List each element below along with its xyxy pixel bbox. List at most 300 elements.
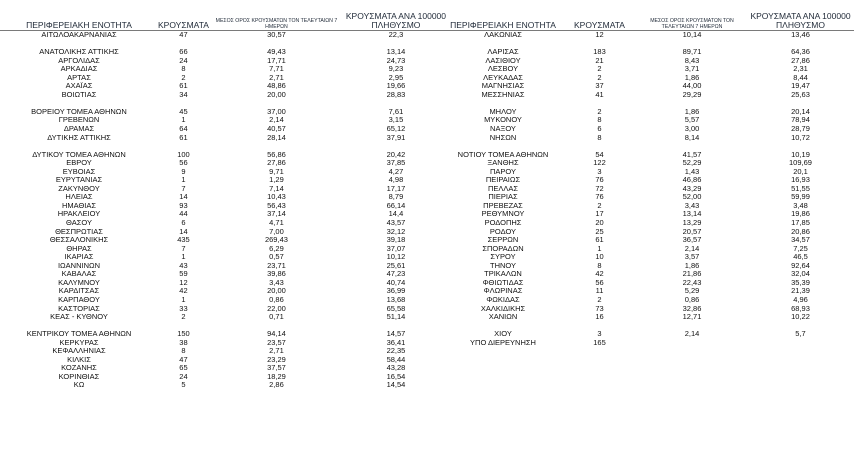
regional-unit-cell: ΤΡΙΚΑΛΩΝ [484,270,522,279]
regional-unit-cell: ΛΑΡΙΣΑΣ [487,48,519,57]
cases-cell: 7 [181,244,186,253]
cases-table-left [0,8,448,390]
regional-unit-cell: ΝΟΤΙΟΥ ΤΟΜΕΑ ΑΘΗΝΩΝ [457,150,549,159]
cases-cell: 12 [179,278,188,287]
regional-unit-cell: ΗΛΕΙΑΣ [65,193,93,202]
regional-unit-cell: ΘΗΡΑΣ [66,244,92,253]
per-100000-cell: 25,61 [386,261,406,270]
table-row [0,219,448,228]
per-100000-cell: 40,74 [386,278,406,287]
table-row [444,48,854,57]
cases-cell: 1 [181,295,186,304]
average-7day-cell: 7,14 [269,184,284,193]
table-row [0,330,448,339]
header-row [0,8,448,31]
cases-cell: 54 [595,150,604,159]
table-row [0,339,448,348]
per-100000-cell: 20,14 [791,107,810,116]
header-cases: ΚΡΟΥΣΜΑΤΑ [562,8,637,31]
average-7day-cell: 56,86 [267,150,286,159]
average-7day-cell: 3,71 [684,65,700,74]
cases-cell: 73 [595,304,604,313]
per-100000-cell: 14,54 [386,381,406,390]
per-100000-cell: 19,66 [386,82,406,91]
regional-unit-cell: ΝΑΞΟΥ [490,125,516,134]
average-7day-cell: 0,86 [684,295,700,304]
regional-unit-cell: ΑΡΚΑΔΙΑΣ [60,65,98,74]
table-row [0,82,448,91]
cases-cell: 66 [179,48,188,57]
cases-cell: 45 [179,107,188,116]
cases-cell: 122 [593,159,606,168]
per-100000-cell: 13,46 [791,30,810,39]
cases-cell: 7 [181,184,186,193]
per-100000-cell: 8,79 [388,193,404,202]
regional-unit-cell: ΕΒΡΟΥ [66,159,92,168]
regional-unit-cell: ΑΡΓΟΛΙΔΑΣ [58,56,100,65]
per-100000-cell: 43,57 [386,219,406,228]
per-100000-cell: 59,99 [791,193,810,202]
table-row [0,159,448,168]
average-7day-cell: 3,00 [684,125,700,134]
average-7day-cell: 36,57 [682,236,702,245]
regional-unit-cell: ΣΠΟΡΑΔΩΝ [482,244,524,253]
cases-cell: 1 [181,176,186,185]
average-7day-cell: 37,14 [267,210,286,219]
per-100000-cell: 4,98 [388,176,404,185]
cases-cell: 2 [181,73,186,82]
spacer-row [444,142,854,151]
per-100000-cell: 58,44 [386,355,406,364]
cases-table-right [444,8,854,347]
table-row [0,253,448,262]
average-7day-cell: 5,29 [684,287,700,296]
per-100000-cell: 39,18 [386,236,406,245]
cases-cell: 20 [595,219,604,228]
table-row [444,82,854,91]
average-7day-cell: 9,71 [269,167,284,176]
table-row [0,347,448,356]
cases-cell: 37 [595,82,604,91]
regional-unit-cell: ΡΟΔΟΥ [489,227,517,236]
per-100000-cell: 5,7 [795,330,806,339]
cases-cell: 56 [179,159,188,168]
per-100000-cell: 37,07 [386,244,406,253]
cases-cell: 1 [597,244,602,253]
table-row [444,108,854,117]
average-7day-cell: 40,57 [267,125,286,134]
cases-cell: 76 [595,176,604,185]
average-7day-cell: 269,43 [264,236,288,245]
table-row [444,159,854,168]
per-100000-cell: 13,14 [386,48,406,57]
table-row [0,57,448,66]
cases-cell: 150 [177,330,190,339]
average-7day-cell: 8,14 [684,133,700,142]
average-7day-cell: 56,43 [267,201,286,210]
per-100000-cell: 37,85 [386,159,406,168]
header-7day-average: ΜΕΣΟΣ ΟΡΟΣ ΚΡΟΥΣΜΑΤΩΝ ΤΟΝ ΤΕΛΕΥΤΑΙΩΝ 7 ΗΜΕΡΩΝ [209,8,344,31]
cases-cell: 183 [593,48,606,57]
regional-unit-cell: ΔΥΤΙΚΟΥ ΤΟΜΕΑ ΑΘΗΝΩΝ [32,150,126,159]
cases-cell: 24 [179,56,188,65]
regional-unit-cell: ΠΙΕΡΙΑΣ [488,193,518,202]
table-row [0,91,448,100]
table-row [444,219,854,228]
table-row [0,202,448,211]
cases-cell: 8 [181,65,186,74]
table-row [444,202,854,211]
cases-cell: 9 [181,167,186,176]
average-7day-cell: 49,43 [267,48,286,57]
regional-unit-cell: ΚΟΡΙΝΘΙΑΣ [58,372,100,381]
per-100000-cell [747,339,854,348]
table-row [444,339,854,348]
table-row [0,185,448,194]
cases-cell: 14 [179,193,188,202]
average-7day-cell: 6,29 [269,244,284,253]
average-7day-cell: 0,71 [269,313,284,322]
average-7day-cell: 43,29 [682,184,702,193]
table-row [444,74,854,83]
per-100000-cell: 66,14 [386,201,406,210]
per-100000-cell: 47,23 [386,270,406,279]
table-row [444,313,854,322]
regional-unit-cell: ΚΑΛΥΜΝΟΥ [58,278,100,287]
regional-unit-cell: ΛΕΣΒΟΥ [487,65,519,74]
cases-cell: 8 [181,347,186,356]
per-100000-cell: 51,55 [791,184,810,193]
cases-cell: 24 [179,372,188,381]
table-row [0,262,448,271]
spacer-row [0,142,448,151]
table-row [444,330,854,339]
cases-cell: 44 [179,210,188,219]
regional-unit-cell: ΒΟΙΩΤΙΑΣ [61,90,97,99]
header-cases-per-100000: ΚΡΟΥΣΜΑΤΑ ΑΝΑ 100000 ΠΛΗΘΥΣΜΟ [344,8,448,31]
table-row [0,356,448,365]
table-row [0,381,448,390]
regional-unit-cell: ΧΑΝΙΩΝ [488,313,518,322]
table-row [444,116,854,125]
regional-unit-cell: ΚΑΡΠΑΘΟΥ [58,295,100,304]
table-row [0,74,448,83]
regional-unit-cell: ΚΑΣΤΟΡΙΑΣ [58,304,100,313]
average-7day-cell: 17,71 [267,56,286,65]
cases-cell: 64 [179,125,188,134]
per-100000-cell: 28,83 [386,90,406,99]
table-row [0,151,448,160]
spacer-cell [444,142,854,151]
per-100000-cell: 17,17 [386,184,406,193]
regional-unit-cell: ΜΑΓΝΗΣΙΑΣ [481,82,525,91]
table-row [444,134,854,143]
regional-unit-cell: ΔΡΑΜΑΣ [63,125,95,134]
cases-cell: 93 [179,201,188,210]
table-row [0,287,448,296]
table-row [444,91,854,100]
regional-unit-cell: ΠΕΛΛΑΣ [487,184,519,193]
per-100000-cell: 37,91 [386,133,406,142]
average-7day-cell: 89,71 [682,48,702,57]
spacer-row [444,322,854,331]
per-100000-cell: 25,63 [791,90,810,99]
regional-unit-cell: ΡΕΘΥΜΝΟΥ [481,210,525,219]
table-body [444,31,854,348]
cases-cell: 2 [597,73,602,82]
regional-unit-cell: ΑΧΑΪΑΣ [65,82,93,91]
per-100000-cell: 20,86 [791,227,810,236]
per-100000-cell: 35,39 [791,278,810,287]
regional-unit-cell: ΧΑΛΚΙΔΙΚΗΣ [480,304,526,313]
table-row [444,305,854,314]
per-100000-cell: 3,48 [793,201,808,210]
header-cases: ΚΡΟΥΣΜΑΤΑ [158,8,209,31]
table-row [444,270,854,279]
regional-unit-cell: ΘΕΣΠΡΩΤΙΑΣ [55,227,103,236]
average-7day-cell: 52,29 [682,159,702,168]
regional-unit-cell: ΙΚΑΡΙΑΣ [64,253,94,262]
per-100000-cell: 19,86 [791,210,810,219]
regional-unit-cell: ΛΑΚΩΝΙΑΣ [484,30,522,39]
header-regional-unit: ΠΕΡΙΦΕΡΕΙΑΚΗ ΕΝΟΤΗΤΑ [444,8,562,31]
average-7day-cell: 1,86 [684,107,700,116]
cases-cell: 8 [597,261,602,270]
cases-cell: 8 [597,133,602,142]
per-100000-cell: 65,58 [386,304,406,313]
average-7day-cell: 4,71 [269,219,284,228]
average-7day-cell: 1,43 [684,167,700,176]
per-100000-cell: 14,4 [388,210,404,219]
regional-unit-cell: ΛΑΣΙΘΙΟΥ [485,56,521,65]
per-100000-cell: 10,72 [791,133,810,142]
cases-cell: 1 [181,253,186,262]
average-7day-cell: 1,86 [684,261,700,270]
cases-cell: 56 [595,278,604,287]
table-row [0,305,448,314]
regional-unit-cell: ΚΙΛΚΙΣ [67,355,91,364]
per-100000-cell: 22,3 [388,30,404,39]
average-7day-cell: 21,86 [682,270,702,279]
cases-cell: 59 [179,270,188,279]
regional-unit-cell: ΜΕΣΣΗΝΙΑΣ [481,90,525,99]
average-7day-cell: 3,43 [269,278,284,287]
per-100000-cell: 34,57 [791,236,810,245]
average-7day-cell: 0,57 [269,253,284,262]
average-7day-cell: 0,86 [269,295,284,304]
table-row [444,253,854,262]
average-7day-cell: 20,57 [682,227,702,236]
regional-unit-cell: ΠΕΙΡΑΙΩΣ [485,176,521,185]
regional-unit-cell: ΙΩΑΝΝΙΝΩΝ [57,261,101,270]
per-100000-cell: 7,25 [793,244,808,253]
average-7day-cell: 12,71 [682,313,702,322]
regional-unit-cell: ΚΑΡΔΙΤΣΑΣ [58,287,100,296]
table-row [0,279,448,288]
cases-cell: 42 [595,270,604,279]
regional-unit-cell: ΕΥΒΟΙΑΣ [62,167,96,176]
regional-unit-cell: ΠΑΡΟΥ [489,167,516,176]
header-7day-average: ΜΕΣΟΣ ΟΡΟΣ ΚΡΟΥΣΜΑΤΩΝ ΤΟΝ ΤΕΛΕΥΤΑΙΩΝ 7 ΗΜΕΡΩΝ [637,8,747,31]
table-row [0,210,448,219]
table-row [444,125,854,134]
table-row [0,245,448,254]
header-cases-per-100000: ΚΡΟΥΣΜΑΤΑ ΑΝΑ 100000 ΠΛΗΘΥΣΜΟ [747,8,854,31]
table-row [0,373,448,382]
spacer-cell [0,99,448,108]
per-100000-cell: 20,42 [386,150,406,159]
average-7day-cell: 7,71 [269,65,284,74]
per-100000-cell: 21,39 [791,287,810,296]
regional-unit-cell: ΓΡΕΒΕΝΩΝ [58,116,100,125]
spacer-cell [444,322,854,331]
table-row [444,168,854,177]
table-row [0,193,448,202]
per-100000-cell: 64,36 [791,48,810,57]
average-7day-cell: 37,00 [267,107,286,116]
average-7day-cell: 2,71 [269,73,284,82]
spacer-row [0,322,448,331]
regional-unit-cell: ΤΗΝΟΥ [489,261,516,270]
average-7day-cell: 27,86 [267,159,286,168]
average-7day-cell: 18,29 [267,372,286,381]
table-row [444,57,854,66]
regional-unit-cell: ΦΘΙΩΤΙΔΑΣ [482,278,524,287]
table-row [444,287,854,296]
regional-unit-cell: ΣΕΡΡΩΝ [487,236,519,245]
per-100000-cell: 2,95 [388,73,404,82]
spacer-row [444,99,854,108]
regional-unit-cell: ΑΙΤΩΛΟΑΚΑΡΝΑΝΙΑΣ [41,30,117,39]
cases-cell: 3 [597,330,602,339]
average-7day-cell: 37,57 [267,364,286,373]
cases-cell: 17 [595,210,604,219]
per-100000-cell: 9,23 [388,65,404,74]
left-table-section [0,8,448,390]
per-100000-cell: 22,35 [386,347,406,356]
per-100000-cell: 10,12 [386,253,406,262]
cases-cell: 14 [179,227,188,236]
average-7day-cell: 10,14 [682,30,702,39]
cases-cell: 25 [595,227,604,236]
average-7day-cell: 46,86 [682,176,702,185]
per-100000-cell: 109,69 [789,159,812,168]
per-100000-cell: 20,1 [793,167,808,176]
spacer-cell [0,142,448,151]
spacer-cell [0,40,448,49]
table-row [0,65,448,74]
per-100000-cell: 27,86 [791,56,810,65]
table-row [0,134,448,143]
table-row [444,65,854,74]
per-100000-cell: 32,12 [386,227,406,236]
average-7day-cell: 28,14 [267,133,286,142]
regional-unit-cell: ΞΑΝΘΗΣ [487,159,519,168]
regional-unit-cell: ΦΩΚΙΔΑΣ [486,295,520,304]
average-7day-cell: 2,14 [684,330,700,339]
table-row [444,210,854,219]
cases-cell: 61 [179,82,188,91]
table-row [0,270,448,279]
regional-unit-cell: ΚΕΝΤΡΙΚΟΥ ΤΟΜΕΑ ΑΘΗΝΩΝ [26,330,132,339]
per-100000-cell: 4,96 [793,295,808,304]
per-100000-cell: 17,85 [791,219,810,228]
regional-unit-cell: ΔΥΤΙΚΗΣ ΑΤΤΙΚΗΣ [47,133,111,142]
cases-cell: 16 [595,313,604,322]
average-7day-cell [637,339,747,348]
table-row [0,116,448,125]
table-row [444,185,854,194]
cases-cell: 34 [179,90,188,99]
per-100000-cell: 36,99 [386,287,406,296]
table-row [0,125,448,134]
table-row [0,176,448,185]
cases-cell: 435 [177,236,190,245]
table-row [0,296,448,305]
spacer-cell [0,322,448,331]
regional-unit-cell: ΝΗΣΩΝ [489,133,517,142]
regional-unit-cell: ΒΟΡΕΙΟΥ ΤΟΜΕΑ ΑΘΗΝΩΝ [31,107,127,116]
per-100000-cell: 19,47 [791,82,810,91]
average-7day-cell: 3,57 [684,253,700,262]
cases-cell: 65 [179,364,188,373]
right-table-section [444,8,854,347]
average-7day-cell: 29,29 [682,90,702,99]
cases-cell: 2 [597,65,602,74]
cases-cell: 8 [597,116,602,125]
cases-cell: 47 [179,30,188,39]
per-100000-cell: 4,27 [388,167,404,176]
average-7day-cell: 8,43 [684,56,700,65]
cases-cell: 2 [181,313,186,322]
cases-cell: 2 [597,107,602,116]
per-100000-cell: 3,15 [388,116,404,125]
average-7day-cell: 20,00 [267,287,286,296]
table-row [444,262,854,271]
table-row [444,193,854,202]
regional-unit-cell: ΑΝΑΤΟΛΙΚΗΣ ΑΤΤΙΚΗΣ [39,48,119,57]
table-row [0,313,448,322]
per-100000-cell: 10,19 [791,150,810,159]
regional-unit-cell: ΚΟΖΑΝΗΣ [61,364,97,373]
regional-unit-cell: ΣΥΡΟΥ [490,253,516,262]
cases-cell: 47 [179,355,188,364]
per-100000-cell: 2,31 [793,65,808,74]
regional-unit-cell: ΘΑΣΟΥ [66,219,92,228]
average-7day-cell: 7,00 [269,227,284,236]
regional-unit-cell: ΖΑΚΥΝΘΟΥ [58,184,100,193]
spacer-cell [444,40,854,49]
cases-cell: 6 [597,125,602,134]
per-100000-cell: 92,64 [791,261,810,270]
per-100000-cell: 13,68 [386,295,406,304]
average-7day-cell: 32,86 [682,304,702,313]
per-100000-cell: 16,93 [791,176,810,185]
cases-cell: 42 [179,287,188,296]
per-100000-cell: 8,44 [793,73,808,82]
cases-cell: 33 [179,304,188,313]
regional-unit-cell: ΚΕΦΑΛΛΗΝΙΑΣ [52,347,106,356]
regional-unit-cell: ΠΡΕΒΕΖΑΣ [483,201,523,210]
table-row [444,236,854,245]
average-7day-cell: 41,57 [682,150,702,159]
regional-unit-cell: ΥΠΟ ΔΙΕΡΕΥΝΗΣΗ [470,338,536,347]
table-row [0,364,448,373]
average-7day-cell: 2,71 [269,347,284,356]
regional-unit-cell: ΚΕΑΣ - ΚΥΘΝΟΥ [50,313,108,322]
average-7day-cell: 20,00 [267,90,286,99]
per-100000-cell: 36,41 [386,338,406,347]
